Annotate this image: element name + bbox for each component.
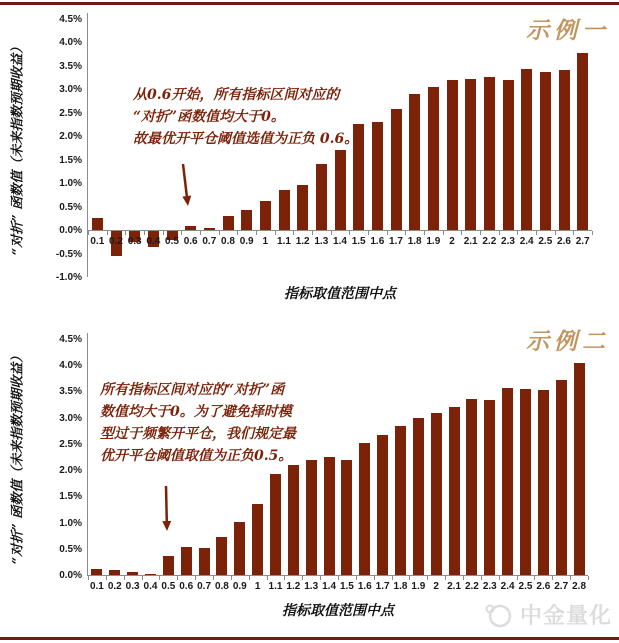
x-axis-tick-label: 2.7 [575,236,590,247]
x-axis-tick-label: 1.8 [393,581,408,592]
bar [556,380,567,575]
x-axis-tickmark [275,231,276,235]
x-axis-tick-label: 2.1 [463,236,478,247]
annotation-line: 故最优开平仓阈值选值为正负 0.6。 [133,131,359,147]
bar [413,418,424,575]
bar [260,201,271,230]
x-axis-title: 指标取值范围中点 [282,603,394,619]
x-axis-tickmark [195,576,196,580]
x-axis-tick-label: 0.2 [107,581,122,592]
x-axis-tick-label: 1.6 [370,236,385,247]
x-axis-tick-label: 1.4 [322,581,337,592]
bar [335,150,346,230]
annotation-line: 优开平仓阈值取值为正负0.5。 [100,448,293,464]
bar [520,389,531,575]
x-axis-tick-label: 0.3 [127,236,142,247]
x-axis-tickmark [552,576,553,580]
x-axis-tick-label: 0.8 [214,581,229,592]
x-axis-tick-label: 0.1 [90,236,105,247]
x-axis-tickmark [237,231,238,235]
bar [377,435,388,575]
x-axis-tick-label: 1.1 [277,236,291,247]
x-axis-tick-label: 2.3 [501,236,515,247]
x-axis-tickmark [163,231,164,235]
bar [316,164,327,230]
x-axis-tick-label: 1.6 [357,581,372,592]
bar [288,465,299,575]
x-axis-tick-label: 2.1 [447,581,462,592]
bar [465,79,476,230]
x-axis-tick-label: 2.4 [500,581,515,592]
x-axis-tick-label: 0.1 [89,581,104,592]
x-axis-tickmark [181,231,182,235]
x-axis-tickmark [570,576,571,580]
bar [395,426,406,575]
bar [372,122,383,230]
x-axis-tick-label: 2.2 [482,236,497,247]
x-axis-tickmark [445,576,446,580]
annotation-line: 所有指标区间对应的“对折”函 [100,382,285,398]
x-axis-tickmark [427,576,428,580]
x-axis-tickmark [106,576,107,580]
x-axis-tickmark [374,576,375,580]
x-axis-tickmark [142,576,143,580]
x-axis-tickmark [200,231,201,235]
x-axis-tickmark [443,231,444,235]
annotation-line: “对折”函数值均大于0。 [133,109,285,125]
x-axis-tickmark [302,576,303,580]
x-axis-tick-label: 0.5 [165,236,179,247]
x-axis-tickmark [284,576,285,580]
bar [199,548,210,575]
bottom-accent-rule [0,637,619,640]
x-axis-tickmark [573,231,574,235]
x-axis-tick-label: 0.4 [146,236,161,247]
x-axis-tick-label: 1 [254,581,261,592]
bar [428,87,439,230]
y-axis-title: “对折” 函数值（未来指数预期收益） [10,40,26,256]
watermark [484,599,612,630]
x-axis-tick-label: 0.8 [221,236,235,247]
x-axis-tick-label: 0.3 [125,581,140,592]
x-axis-tickmark [320,576,321,580]
chart-title: 示例二 [526,328,610,355]
x-axis-tick-label: 0.7 [197,581,212,592]
bar [306,460,317,575]
bar [324,457,335,575]
x-axis-tickmark [405,231,406,235]
x-axis-tickmark [387,231,388,235]
x-axis-tick-label: 0.9 [232,581,247,592]
x-axis-tick-label: 2.6 [536,581,551,592]
bar [391,109,402,230]
x-axis-tick-label: 1.9 [426,236,441,247]
bar [163,556,174,575]
y-axis-tick-label: -0.5% [55,248,82,260]
bar [431,413,442,575]
x-axis-tickmark [231,576,232,580]
bar [484,400,495,575]
y-axis-tick-label: 1.5% [59,491,82,503]
bar [252,504,263,575]
x-axis-tick-label: 1.3 [314,236,329,247]
x-axis-tickmark [463,576,464,580]
x-axis-tick-label: 2.5 [518,581,533,592]
bar [466,399,477,575]
bar [447,80,458,230]
y-axis-tick-label: 0.5% [59,543,82,555]
x-axis-tickmark [88,231,89,235]
bar [502,388,513,575]
x-axis-tickmark [517,576,518,580]
y-axis-tick-label: 3.0% [59,412,82,424]
x-axis-tick-label: 2.7 [554,581,569,592]
x-axis-tick-label: 2.2 [464,581,479,592]
x-axis-tick-label: 1.5 [339,581,354,592]
x-axis-tickmark [256,231,257,235]
x-axis-tickmark [555,231,556,235]
x-axis-tick-label: 1.3 [304,581,319,592]
x-axis-tickmark [499,576,500,580]
x-axis-tickmark [592,231,593,235]
bar [216,537,227,575]
y-axis-tick-label: 0.0% [59,570,82,581]
y-axis-tick-label: 2.0% [59,131,82,143]
x-axis-tick-label: 0.6 [179,581,194,592]
x-axis-tickmark [107,231,108,235]
x-axis-tick-label: 2 [433,581,439,592]
y-axis-tick-label: 2.5% [59,107,82,119]
bar [223,216,234,230]
x-axis-tickmark [480,231,481,235]
y-axis-tick-label: 1.0% [59,517,82,529]
x-axis-tickmark [409,576,410,580]
x-axis-tick-label: 1 [262,236,269,247]
x-axis-tick-label: 1.7 [375,581,390,592]
bar [538,390,549,575]
watermark-text: 中金量化 [519,603,612,629]
x-axis-tickmark [213,576,214,580]
x-axis-tickmark [392,576,393,580]
x-axis-tickmark [588,576,589,580]
bar [92,218,103,230]
x-axis-tick-label: 0.7 [202,236,217,247]
x-axis-tickmark [293,231,294,235]
y-axis-tick-label: 1.0% [59,178,82,190]
bar [449,407,460,575]
bar [279,190,290,230]
x-axis-tickmark [249,576,250,580]
x-axis-tick-label: 1.9 [411,581,426,592]
annotation-line: 型过于频繁开平仓，我们规定最 [100,426,296,442]
y-axis-tick-label: 2.0% [59,465,82,477]
x-axis-tick-label: 1.7 [389,236,403,247]
x-axis-tick-label: 2.5 [538,236,553,247]
bar [241,210,252,230]
bar [341,460,352,575]
x-axis-tickmark [517,231,518,235]
y-axis-tick-label: 4.0% [59,360,82,372]
x-axis-tickmark [368,231,369,235]
x-axis-tick-label: 1.2 [295,236,310,247]
annotation-text [100,379,296,467]
y-axis-line [87,333,88,575]
x-axis-tick-label: 2.8 [572,581,587,592]
y-axis-tick-label: 4.0% [59,37,82,49]
y-axis-tick-label: -1.0% [55,272,82,283]
bar [270,474,281,575]
x-axis-tickmark [144,231,145,235]
y-axis-tick-label: 3.5% [59,386,82,398]
annotation-arrow-icon [173,154,198,216]
bar [409,94,420,230]
annotation-text [133,84,358,150]
bar [577,53,588,230]
x-axis-tickmark [349,231,350,235]
x-axis-tickmark [424,231,425,235]
x-axis-tick-label: 1.2 [286,581,301,592]
x-axis-tickmark [338,576,339,580]
x-axis-title: 指标取值范围中点 [284,286,396,302]
annotation-line: 数值均大于0。为了避免择时模 [100,404,292,420]
y-axis-tick-label: 3.5% [59,60,82,72]
bar [540,72,551,230]
bar [297,185,308,230]
cicc-logo-icon [484,600,514,630]
bar [574,363,585,575]
x-axis-tick-label: 0.4 [143,581,158,592]
bar [484,77,495,230]
chart-title: 示例一 [526,17,610,44]
annotation-arrow-icon [156,476,177,541]
x-axis-tickmark [461,231,462,235]
bar [359,443,370,575]
y-axis-title: “对折” 函数值（未来指数预期收益） [10,349,26,565]
x-axis-tickmark [534,576,535,580]
x-axis-tick-label: 0.6 [183,236,198,247]
y-axis-tick-label: 3.0% [59,84,82,96]
y-axis-tick-label: 0.0% [59,225,82,237]
x-axis-tick-label: 0.2 [109,236,123,247]
x-axis-tickmark [219,231,220,235]
x-axis-tickmark [536,231,537,235]
x-axis-tickmark [312,231,313,235]
y-axis-tick-label: 2.5% [59,438,82,450]
x-axis-tick-label: 1.8 [407,236,422,247]
x-axis-tick-label: 2.4 [519,236,534,247]
x-axis-tick-label: 2.3 [482,581,497,592]
x-axis-tick-label: 0.9 [239,236,254,247]
bar [181,547,192,575]
x-axis-tick-label: 1.1 [268,581,283,592]
x-axis-tickmark [125,231,126,235]
x-axis-tickmark [267,576,268,580]
x-axis-tickmark [88,576,89,580]
y-axis-tick-label: 0.5% [59,201,82,213]
x-axis-tick-label: 0.5 [161,581,176,592]
bar [503,80,514,230]
x-axis-tick-label: 2 [449,236,455,247]
x-axis-tickmark [356,576,357,580]
y-axis-tick-label: 4.5% [59,14,82,25]
x-axis-tick-label: 2.6 [557,236,571,247]
y-axis-tick-label: 1.5% [59,154,82,166]
bar [234,522,245,575]
x-axis-tickmark [481,576,482,580]
x-axis-tick-label: 1.4 [333,236,347,247]
bar [559,70,570,230]
x-axis-tick-label: 1.5 [351,236,366,247]
x-axis-tickmark [331,231,332,235]
bar [521,69,532,230]
x-axis-tickmark [124,576,125,580]
y-axis-tick-label: 4.5% [59,334,82,345]
x-axis-tickmark [177,576,178,580]
x-axis-tickmark [159,576,160,580]
annotation-line: 从0.6开始，所有指标区间对应的 [133,87,340,103]
x-axis-tickmark [499,231,500,235]
